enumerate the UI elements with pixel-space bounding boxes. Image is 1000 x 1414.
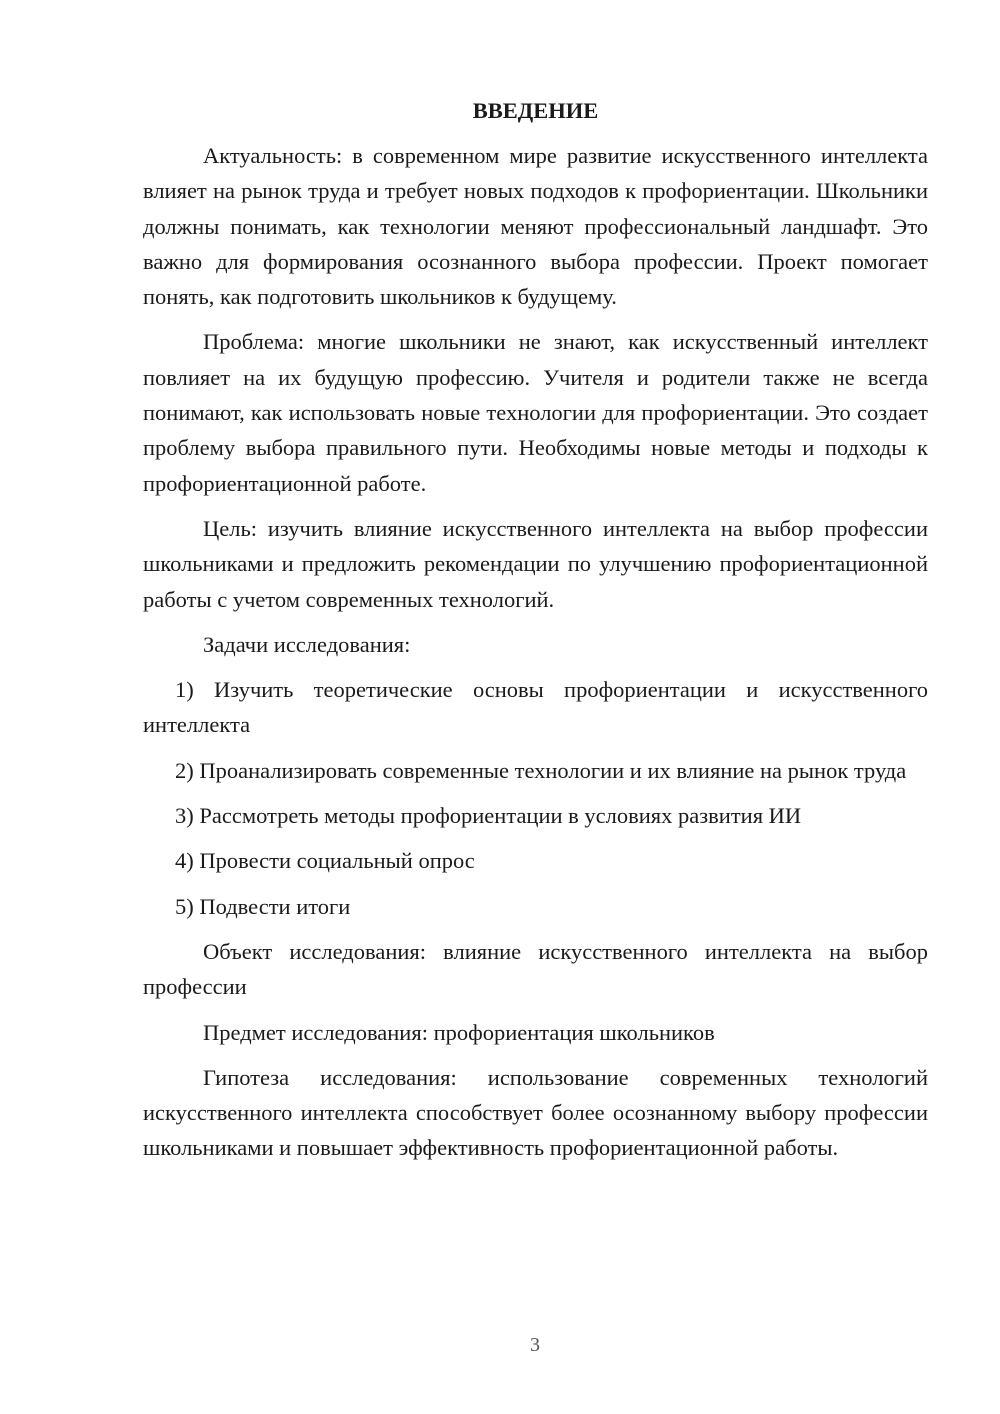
paragraph-problem: Проблема: многие школьники не знают, как искусственный интеллект повлияет на их будущую профессию. Учителя и родители также не всегда понимают, как использовать новые технологии для профориентации. Это создает проблему выбора правильного пути. Необходимы новые методы и подходы к профориентационной работе. [143, 329, 928, 496]
list-item-task-5: 5) Подвести итоги [175, 893, 351, 919]
list-item-task-1: 1) Изучить теоретические основы профориентации и искусственного интеллекта [143, 677, 928, 738]
paragraph-goal: Цель: изучить влияние искусственного интеллекта на выбор профессии школьниками и предложить рекомендации по улучшению профориентационной работы с учетом современных технологий. [143, 515, 928, 612]
page-title: ВВЕДЕНИЕ [472, 98, 599, 123]
paragraph-object: Объект исследования: влияние искусственного интеллекта на выбор профессии [143, 938, 928, 1000]
page-content [143, 96, 928, 1166]
paragraph-hypothesis: Гипотеза исследования: использование современных технологий искусственного интеллекта способствует более осознанному выбору профессии школьниками и повышает эффективность профориентационной работы. [143, 1064, 928, 1161]
paragraph-subject: Предмет исследования: профориентация школьников [203, 1019, 715, 1045]
page-number: 3 [530, 1334, 540, 1356]
list-item-task-3: 3) Рассмотреть методы профориентации в условиях развития ИИ [175, 803, 802, 829]
paragraph-relevance: Актуальность: в современном мире развитие искусственного интеллекта влияет на рынок труда и требует новых подходов к профориентации. Школьники должны понимать, как технологии меняют профессиональный ландшафт. Это важно для формирования осознанного выбора профессии. Проект помогает понять, как подготовить школьников к будущему. [143, 143, 928, 310]
paragraph-tasks-heading: Задачи исследования: [203, 631, 411, 657]
list-item-task-4: 4) Провести социальный опрос [175, 848, 475, 874]
list-item-task-2: 2) Проанализировать современные технологии и их влияние на рынок труда [175, 757, 907, 783]
